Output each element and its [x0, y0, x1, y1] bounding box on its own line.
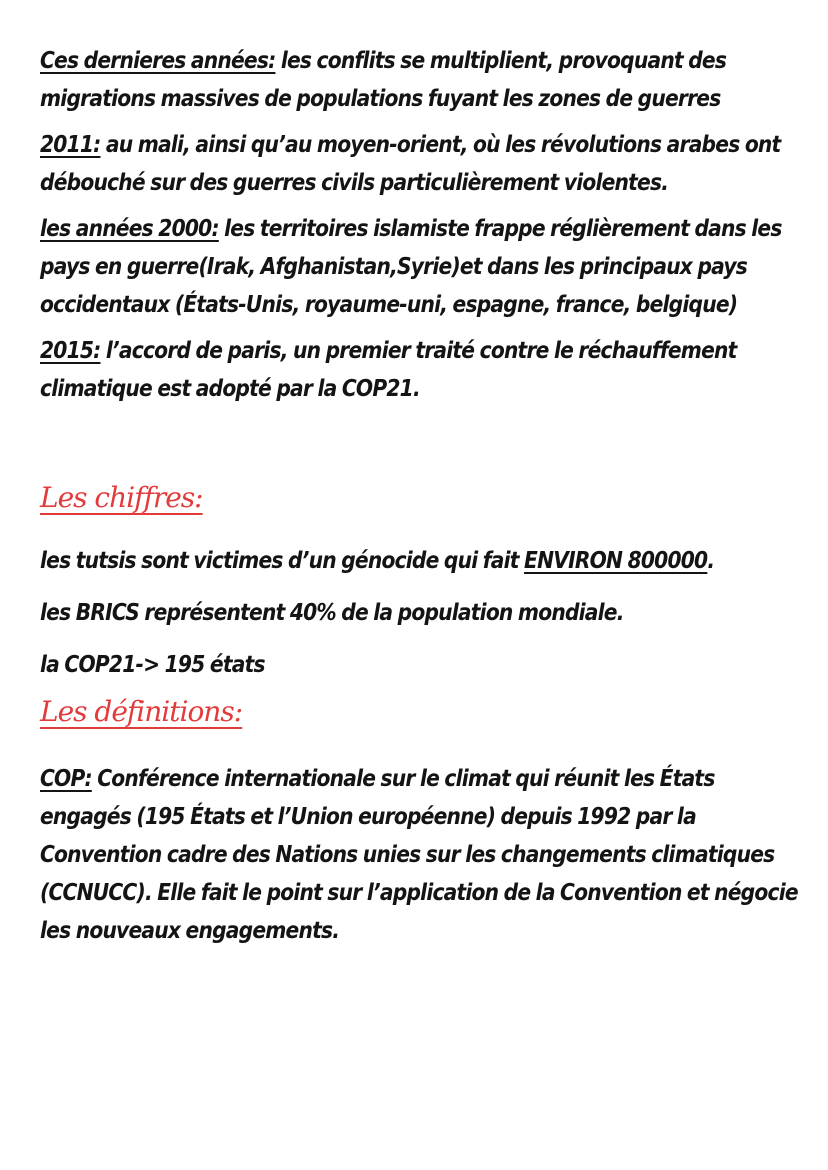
timeline-entry-2000s: [40, 210, 800, 324]
chiffre-text: les tutsis sont victimes d’un génocide qui fait: [40, 548, 525, 574]
timeline-text: les conflits se multiplient, provoquant des migrations massives de populations fuyant les zones de guerres: [40, 48, 727, 112]
chiffre-item-genocide: [40, 542, 800, 580]
chiffre-item-cop21: la COP21-> 195 états: [40, 652, 265, 678]
document-page: [40, 42, 800, 958]
timeline-label: Ces dernieres années:: [40, 48, 276, 74]
timeline-label: 2011:: [40, 132, 101, 158]
timeline-entry-2011: [40, 126, 800, 202]
definition-item-cop: [40, 760, 800, 950]
timeline-text: l’accord de paris, un premier traité contre le réchauffement climatique est adopté par la COP21.: [40, 338, 737, 402]
chiffre-item-brics: les BRICS représentent 40% de la population mondiale.: [40, 600, 624, 626]
timeline-text: les territoires islamiste frappe réglièrement dans les pays en guerre(Irak, Afghanistan,Syrie)et dans les principaux pays occidentaux (États-Unis, royaume-uni, espagne, france, belgique): [40, 216, 782, 318]
section-title-definitions: Les définitions:: [40, 695, 243, 728]
section-title-chiffres: Les chiffres:: [40, 481, 203, 514]
timeline-entry-2015: [40, 332, 800, 408]
timeline-entry-recent-years: [40, 42, 800, 118]
chiffre-text-end: .: [707, 548, 715, 574]
definition-text: Conférence internationale sur le climat qui réunit les États engagés (195 États et l’Union européenne) depuis 1992 par la Convention cadre des Nations unies sur les changements climatiques (CCNUCC). Elle fait le point sur l’application de la Convention et négocie les nouveaux engagements.: [40, 766, 798, 944]
timeline-label: 2015:: [40, 338, 101, 364]
chiffre-highlight: ENVIRON 800000: [524, 548, 708, 574]
definition-term: COP:: [40, 766, 92, 792]
timeline-label: les années 2000:: [40, 216, 219, 242]
timeline-text: au mali, ainsi qu’au moyen-orient, où les révolutions arabes ont débouché sur des guerres civils particulièrement violentes.: [40, 132, 781, 196]
